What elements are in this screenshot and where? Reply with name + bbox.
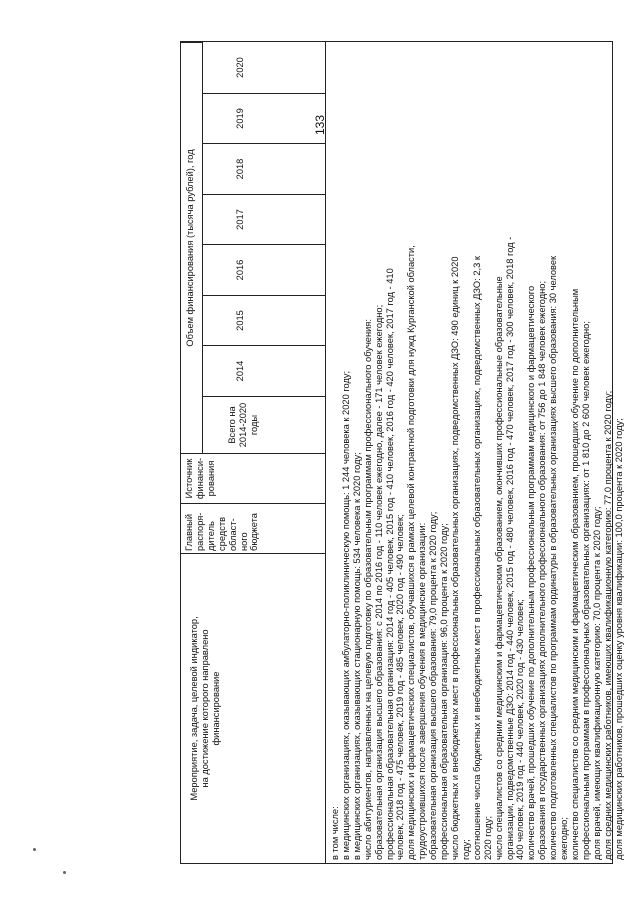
header-year-2017 [203,194,326,244]
header-manager [181,503,326,553]
body-line: доля медицинских работников, прошедших оценку уровня квалификации: 100,0 процента к 2020 году; [613,418,624,860]
body-line: году; [460,839,471,860]
header-total-text: Всего на 2014-2020 годы [227,402,259,448]
year-label: 2014 [235,360,245,382]
rotated-table-page [180,41,624,864]
body-line: 400 человек, 2019 год - 440 человек, 2020 год - 430 человек; [515,599,526,860]
body-line: организации, подведомственные ДЗО: 2014 год - 440 человек, 2015 год - 480 человек, 2016 год - 470 человек, 2017 год - 300 человек, 2018 год - [504,236,515,860]
header-group-title-text: Объем финансирования (тысяча рублей), год [185,149,195,347]
body-line: человек, 2018 год - 475 человек, 2019 год - 485 человек, 2020 год - 490 человек; [395,514,406,860]
header-year-2018 [203,143,326,194]
body-line: образовательная организация высшего образования: с 2014 по 2016 год - 110 человек ежегодно, далее - 171 человек ежегодно; [373,304,384,860]
body-line: доля медицинских и фармацевтических специалистов, обучавшихся в рамках целевой контрактной подготовки для нужд Курганской области, [406,245,417,860]
body-line: количество подготовленных специалистов по программам ординатуры в образовательных организациях высшего образования: 30 человек [548,255,559,860]
body-line: образовательная организация высшего образования: 79,0 процента к 2020 году; [428,511,439,860]
body-line: количество врачей, прошедших обучение по дополнительным профессиональным программам медицинского и фармацевтического [526,285,537,860]
body-line: соотношение числа бюджетных и внебюджетных мест в профессиональных образовательных организациях, подведомственных ДЗО: 2,3 к [471,256,482,860]
year-label: 2018 [235,158,245,180]
header-year-2019 [203,93,326,143]
year-label: 2016 [235,259,245,281]
year-label: 2015 [235,310,245,331]
body-line: образования в государственных организациях дополнительного профессионального образования: от 756 до 1 848 человек ежегодно; [537,280,548,860]
body-line: число специалистов со средним медицинским и фармацевтическим образованием, окончивших профессиональные образовательные [493,276,504,860]
body-line: профессиональная образовательная организация: 2014 год - 405 человек, 2015 год - 410 человек, 2016 год - 420 человек, 2017 год - 410 [384,268,395,860]
header-year-2014 [203,345,326,396]
body-line: ежегодно; [559,817,570,860]
year-label: 2017 [235,209,245,230]
body-line: в том числе: [330,806,340,860]
financing-table [180,41,624,864]
header-source-text: Источник финанси-рования [184,457,216,500]
table-header [181,42,326,863]
body-line: в медицинских организациях, оказывающих амбулаторно-поликлиническую помощь: 1 244 человека к 2020 году; [340,370,351,860]
year-label: 2020 [235,57,245,78]
header-measure-text: Мероприятие, задача, целевой индикатор, на достижение которого направлено финансирование [189,616,221,801]
body-line: доля средних медицинских работников, имеющих квалификационную категорию: 77,0 процента к 2020 году; [602,390,613,860]
body-line: число абитуриентов, направленных на целевую подготовку по образовательным программам профессионального обучения: [362,319,373,860]
header-year-2015 [203,295,326,345]
header-manager-text: Главный распоря-дитель средств област-ного бюджета [184,512,260,551]
body-line: трудоустроившихся после завершения обучения в медицинские организации: [417,522,428,860]
page-number: 133 [313,114,327,136]
body-line: в медицинских организациях, оказывающих стационарную помощь: 534 человека к 2020 году; [351,452,362,860]
year-label: 2019 [235,108,245,129]
scan-speck [33,848,36,851]
body-line: профессиональная образовательная организация: 96,0 процента к 2020 году; [439,523,450,860]
header-year-2020 [203,42,326,93]
scan-speck [63,871,66,874]
header-year-2016 [203,244,326,295]
header-group-title [181,42,203,453]
body-line: 2020 году; [482,815,493,860]
body-line: количество специалистов со средним медицинским и фармацевтическим образованием, прошедших обучение по дополнительным [569,288,580,860]
body-line: профессиональным программам в профессиональных образовательных организациях: от 1 810 до 2 600 человек ежегодно; [580,321,591,860]
table-body-text [330,45,624,860]
body-line: доля врачей, имеющих квалификационную категорию: 70,0 процента к 2020 году; [591,506,602,860]
header-source [181,453,326,503]
body-line: число бюджетных и внебюджетных мест в профессиональных образовательных организациях, подведомственных ДЗО: 490 единиц к 2020 [449,256,460,860]
header-total [203,396,326,453]
header-measure [181,553,326,863]
